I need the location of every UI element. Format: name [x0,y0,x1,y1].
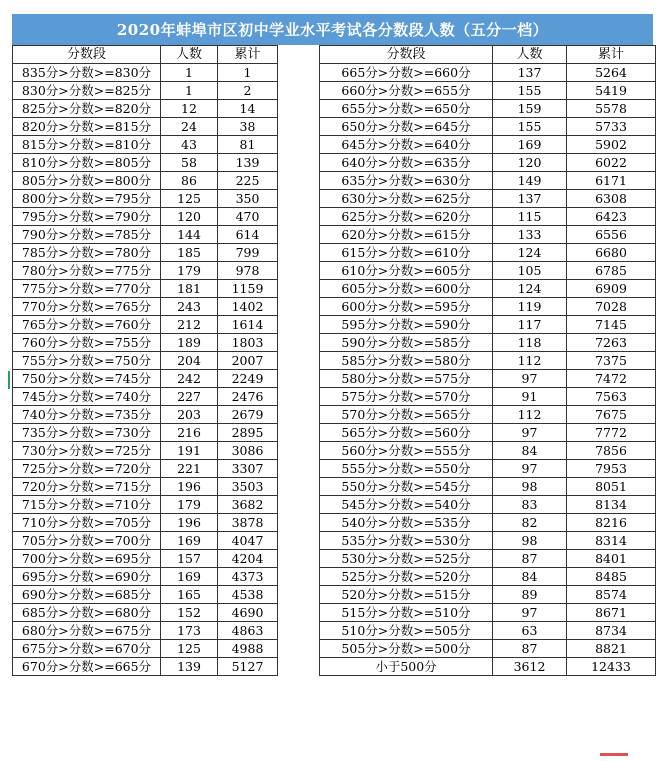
left-count-cell[interactable]: 139 [161,658,218,676]
right-range-cell[interactable]: 565分>分数>=560分 [320,424,493,442]
right-range-cell[interactable]: 640分>分数>=635分 [320,154,493,172]
right-range-cell[interactable]: 540分>分数>=535分 [320,514,493,532]
table-row [13,280,656,298]
column-gap[interactable] [278,370,320,388]
row-selection-marker [8,371,10,389]
right-cumulative-cell[interactable]: 7263 [567,334,656,352]
left-count-cell[interactable]: 165 [161,586,218,604]
column-gap[interactable] [278,136,320,154]
left-cumulative-cell[interactable]: 3878 [218,514,278,532]
right-range-cell[interactable]: 580分>分数>=575分 [320,370,493,388]
left-count-cell[interactable]: 86 [161,172,218,190]
right-cumulative-cell[interactable]: 8401 [567,550,656,568]
table-title: 2020年蚌埠市区初中学业水平考试各分数段人数（五分一档） [12,14,653,45]
right-count-cell[interactable]: 87 [493,640,567,658]
left-range-cell[interactable]: 725分>分数>=720分 [13,460,161,478]
left-count-cell[interactable]: 125 [161,640,218,658]
column-gap[interactable] [278,154,320,172]
left-range-cell[interactable]: 820分>分数>=815分 [13,118,161,136]
left-cumulative-cell[interactable]: 2895 [218,424,278,442]
fill-handle[interactable] [600,753,628,756]
score-table-body [13,46,656,676]
left-range-cell[interactable]: 810分>分数>=805分 [13,154,161,172]
column-gap[interactable] [278,46,320,64]
right-cumulative-cell[interactable]: 8734 [567,622,656,640]
left-cumulative-cell[interactable]: 4204 [218,550,278,568]
right-count-cell[interactable]: 89 [493,586,567,604]
right-range-cell[interactable]: 600分>分数>=595分 [320,298,493,316]
left-range-cell[interactable]: 760分>分数>=755分 [13,334,161,352]
left-range-cell[interactable]: 805分>分数>=800分 [13,172,161,190]
right-range-cell[interactable]: 525分>分数>=520分 [320,568,493,586]
left-cumulative-cell[interactable]: 14 [218,100,278,118]
right-cumulative-cell[interactable]: 6423 [567,208,656,226]
right-range-cell[interactable]: 520分>分数>=515分 [320,586,493,604]
right-cumulative-cell[interactable]: 8134 [567,496,656,514]
table-row [13,118,656,136]
column-gap[interactable] [278,280,320,298]
left-count-cell[interactable]: 203 [161,406,218,424]
left-range-cell[interactable]: 770分>分数>=765分 [13,298,161,316]
left-range-cell[interactable]: 720分>分数>=715分 [13,478,161,496]
left-count-cell[interactable]: 144 [161,226,218,244]
column-gap[interactable] [278,658,320,676]
right-range-cell[interactable]: 560分>分数>=555分 [320,442,493,460]
left-cumulative-cell[interactable]: 4690 [218,604,278,622]
right-count-cell[interactable]: 3612 [493,658,567,676]
left-count-cell[interactable]: 181 [161,280,218,298]
left-range-cell[interactable]: 670分>分数>=665分 [13,658,161,676]
right-cumulative-cell[interactable]: 8574 [567,586,656,604]
right-range-cell[interactable]: 小于500分 [320,658,493,676]
column-gap[interactable] [278,352,320,370]
right-cumulative-cell[interactable]: 6022 [567,154,656,172]
right-cumulative-cell[interactable]: 7856 [567,442,656,460]
column-gap[interactable] [278,460,320,478]
column-gap[interactable] [278,568,320,586]
left-count-cell[interactable]: 216 [161,424,218,442]
column-gap[interactable] [278,514,320,532]
right-cumulative-cell[interactable]: 7675 [567,406,656,424]
left-count-cell[interactable]: 189 [161,334,218,352]
left-cumulative-cell[interactable]: 470 [218,208,278,226]
left-header-count[interactable]: 人数 [161,46,218,64]
right-cumulative-cell[interactable]: 7375 [567,352,656,370]
right-range-cell[interactable]: 575分>分数>=570分 [320,388,493,406]
table-row [13,352,656,370]
column-gap[interactable] [278,64,320,82]
left-cumulative-cell[interactable]: 2 [218,82,278,100]
right-range-cell[interactable]: 590分>分数>=585分 [320,334,493,352]
table-row [13,298,656,316]
left-cumulative-cell[interactable]: 3307 [218,460,278,478]
right-count-cell[interactable]: 63 [493,622,567,640]
right-count-cell[interactable]: 87 [493,550,567,568]
right-cumulative-cell[interactable]: 7772 [567,424,656,442]
right-range-cell[interactable]: 515分>分数>=510分 [320,604,493,622]
left-count-cell[interactable]: 191 [161,442,218,460]
table-row [13,658,656,676]
right-cumulative-cell[interactable]: 8485 [567,568,656,586]
right-cumulative-cell[interactable]: 8314 [567,532,656,550]
left-count-cell[interactable]: 43 [161,136,218,154]
right-header-range[interactable]: 分数段 [320,46,493,64]
right-range-cell[interactable]: 665分>分数>=660分 [320,64,493,82]
left-cumulative-cell[interactable]: 978 [218,262,278,280]
right-count-cell[interactable]: 155 [493,82,567,100]
left-range-cell[interactable]: 765分>分数>=760分 [13,316,161,334]
left-count-cell[interactable]: 1 [161,82,218,100]
right-count-cell[interactable]: 119 [493,298,567,316]
left-count-cell[interactable]: 173 [161,622,218,640]
left-range-cell[interactable]: 800分>分数>=795分 [13,190,161,208]
right-count-cell[interactable]: 83 [493,496,567,514]
left-cumulative-cell[interactable]: 2249 [218,370,278,388]
column-gap[interactable] [278,100,320,118]
right-range-cell[interactable]: 630分>分数>=625分 [320,190,493,208]
right-header-cumulative[interactable]: 累计 [567,46,656,64]
right-range-cell[interactable]: 635分>分数>=630分 [320,172,493,190]
column-gap[interactable] [278,388,320,406]
left-count-cell[interactable]: 243 [161,298,218,316]
left-count-cell[interactable]: 120 [161,208,218,226]
table-row [13,568,656,586]
right-range-cell[interactable]: 615分>分数>=610分 [320,244,493,262]
table-row [13,334,656,352]
left-cumulative-cell[interactable]: 350 [218,190,278,208]
table-row [13,586,656,604]
left-range-cell[interactable]: 690分>分数>=685分 [13,586,161,604]
right-cumulative-cell[interactable]: 5733 [567,118,656,136]
left-cumulative-cell[interactable]: 4538 [218,586,278,604]
right-count-cell[interactable]: 115 [493,208,567,226]
left-cumulative-cell[interactable]: 2476 [218,388,278,406]
left-range-cell[interactable]: 715分>分数>=710分 [13,496,161,514]
left-cumulative-cell[interactable]: 81 [218,136,278,154]
table-row [13,532,656,550]
right-cumulative-cell[interactable]: 7953 [567,460,656,478]
left-cumulative-cell[interactable]: 1803 [218,334,278,352]
right-range-cell[interactable]: 645分>分数>=640分 [320,136,493,154]
right-count-cell[interactable]: 97 [493,424,567,442]
right-range-cell[interactable]: 505分>分数>=500分 [320,640,493,658]
left-count-cell[interactable]: 227 [161,388,218,406]
left-cumulative-cell[interactable]: 2679 [218,406,278,424]
right-cumulative-cell[interactable]: 7028 [567,298,656,316]
right-count-cell[interactable]: 97 [493,370,567,388]
right-cumulative-cell[interactable]: 6680 [567,244,656,262]
table-row [13,388,656,406]
left-range-cell[interactable]: 795分>分数>=790分 [13,208,161,226]
right-range-cell[interactable]: 535分>分数>=530分 [320,532,493,550]
right-range-cell[interactable]: 510分>分数>=505分 [320,622,493,640]
right-cumulative-cell[interactable]: 6909 [567,280,656,298]
column-gap[interactable] [278,82,320,100]
table-row [13,316,656,334]
column-gap[interactable] [278,424,320,442]
column-gap[interactable] [278,316,320,334]
right-count-cell[interactable]: 124 [493,244,567,262]
left-cumulative-cell[interactable]: 4863 [218,622,278,640]
right-cumulative-cell[interactable]: 5578 [567,100,656,118]
right-range-cell[interactable]: 610分>分数>=605分 [320,262,493,280]
table-row [13,370,656,388]
right-cumulative-cell[interactable]: 8821 [567,640,656,658]
right-range-cell[interactable]: 620分>分数>=615分 [320,226,493,244]
table-row [13,514,656,532]
right-cumulative-cell[interactable]: 7563 [567,388,656,406]
left-range-cell[interactable]: 705分>分数>=700分 [13,532,161,550]
left-range-cell[interactable]: 750分>分数>=745分 [13,370,161,388]
left-range-cell[interactable]: 785分>分数>=780分 [13,244,161,262]
right-count-cell[interactable]: 105 [493,262,567,280]
column-gap[interactable] [278,496,320,514]
left-range-cell[interactable]: 775分>分数>=770分 [13,280,161,298]
left-range-cell[interactable]: 740分>分数>=735分 [13,406,161,424]
column-gap[interactable] [278,334,320,352]
left-cumulative-cell[interactable]: 1402 [218,298,278,316]
left-count-cell[interactable]: 169 [161,568,218,586]
right-count-cell[interactable]: 112 [493,406,567,424]
table-row [13,154,656,172]
left-range-cell[interactable]: 695分>分数>=690分 [13,568,161,586]
column-gap[interactable] [278,640,320,658]
table-row [13,460,656,478]
left-range-cell[interactable]: 755分>分数>=750分 [13,352,161,370]
left-range-cell[interactable]: 710分>分数>=705分 [13,514,161,532]
right-cumulative-cell[interactable]: 12433 [567,658,656,676]
table-row [13,496,656,514]
table-row [13,478,656,496]
right-cumulative-cell[interactable]: 5902 [567,136,656,154]
right-cumulative-cell[interactable]: 6785 [567,262,656,280]
right-range-cell[interactable]: 545分>分数>=540分 [320,496,493,514]
table-row [13,100,656,118]
left-cumulative-cell[interactable]: 4373 [218,568,278,586]
right-count-cell[interactable]: 159 [493,100,567,118]
left-count-cell[interactable]: 24 [161,118,218,136]
table-row [13,640,656,658]
left-count-cell[interactable]: 212 [161,316,218,334]
column-gap[interactable] [278,442,320,460]
header-row [13,46,656,64]
table-row [13,604,656,622]
left-range-cell[interactable]: 790分>分数>=785分 [13,226,161,244]
table-row [13,226,656,244]
column-gap[interactable] [278,208,320,226]
table-row [13,262,656,280]
left-range-cell[interactable]: 730分>分数>=725分 [13,442,161,460]
left-range-cell[interactable]: 745分>分数>=740分 [13,388,161,406]
left-range-cell[interactable]: 830分>分数>=825分 [13,82,161,100]
left-cumulative-cell[interactable]: 5127 [218,658,278,676]
right-range-cell[interactable]: 530分>分数>=525分 [320,550,493,568]
right-range-cell[interactable]: 595分>分数>=590分 [320,316,493,334]
table-row [13,64,656,82]
column-gap[interactable] [278,550,320,568]
left-count-cell[interactable]: 204 [161,352,218,370]
right-cumulative-cell[interactable]: 5264 [567,64,656,82]
left-count-cell[interactable]: 169 [161,532,218,550]
left-cumulative-cell[interactable]: 1614 [218,316,278,334]
table-row [13,406,656,424]
column-gap[interactable] [278,532,320,550]
right-count-cell[interactable]: 117 [493,316,567,334]
left-count-cell[interactable]: 185 [161,244,218,262]
right-range-cell[interactable]: 605分>分数>=600分 [320,280,493,298]
table-row [13,442,656,460]
column-gap[interactable] [278,172,320,190]
right-cumulative-cell[interactable]: 6556 [567,226,656,244]
right-count-cell[interactable]: 112 [493,352,567,370]
right-count-cell[interactable]: 98 [493,478,567,496]
column-gap[interactable] [278,244,320,262]
left-count-cell[interactable]: 12 [161,100,218,118]
left-cumulative-cell[interactable]: 3682 [218,496,278,514]
right-count-cell[interactable]: 120 [493,154,567,172]
column-gap[interactable] [278,478,320,496]
left-range-cell[interactable]: 825分>分数>=820分 [13,100,161,118]
left-range-cell[interactable]: 735分>分数>=730分 [13,424,161,442]
right-count-cell[interactable]: 149 [493,172,567,190]
left-cumulative-cell[interactable]: 225 [218,172,278,190]
right-count-cell[interactable]: 97 [493,604,567,622]
right-range-cell[interactable]: 660分>分数>=655分 [320,82,493,100]
right-range-cell[interactable]: 550分>分数>=545分 [320,478,493,496]
left-header-range[interactable]: 分数段 [13,46,161,64]
left-count-cell[interactable]: 196 [161,478,218,496]
right-range-cell[interactable]: 655分>分数>=650分 [320,100,493,118]
right-cumulative-cell[interactable]: 6308 [567,190,656,208]
column-gap[interactable] [278,226,320,244]
left-cumulative-cell[interactable]: 799 [218,244,278,262]
right-count-cell[interactable]: 155 [493,118,567,136]
left-count-cell[interactable]: 152 [161,604,218,622]
left-cumulative-cell[interactable]: 139 [218,154,278,172]
left-count-cell[interactable]: 179 [161,262,218,280]
left-cumulative-cell[interactable]: 614 [218,226,278,244]
right-cumulative-cell[interactable]: 5419 [567,82,656,100]
right-cumulative-cell[interactable]: 7472 [567,370,656,388]
left-count-cell[interactable]: 179 [161,496,218,514]
column-gap[interactable] [278,406,320,424]
left-count-cell[interactable]: 1 [161,64,218,82]
right-count-cell[interactable]: 124 [493,280,567,298]
left-count-cell[interactable]: 58 [161,154,218,172]
table-row [13,550,656,568]
table-row [13,208,656,226]
table-row [13,190,656,208]
left-cumulative-cell[interactable]: 3086 [218,442,278,460]
left-cumulative-cell[interactable]: 4047 [218,532,278,550]
left-cumulative-cell[interactable]: 1 [218,64,278,82]
right-cumulative-cell[interactable]: 6171 [567,172,656,190]
right-count-cell[interactable]: 82 [493,514,567,532]
right-count-cell[interactable]: 137 [493,64,567,82]
left-count-cell[interactable]: 125 [161,190,218,208]
left-count-cell[interactable]: 221 [161,460,218,478]
left-range-cell[interactable]: 680分>分数>=675分 [13,622,161,640]
right-cumulative-cell[interactable]: 8051 [567,478,656,496]
left-cumulative-cell[interactable]: 4988 [218,640,278,658]
column-gap[interactable] [278,262,320,280]
column-gap[interactable] [278,622,320,640]
right-count-cell[interactable]: 169 [493,136,567,154]
left-range-cell[interactable]: 685分>分数>=680分 [13,604,161,622]
left-header-cumulative[interactable]: 累计 [218,46,278,64]
table-row [13,136,656,154]
table-row [13,172,656,190]
right-range-cell[interactable]: 585分>分数>=580分 [320,352,493,370]
left-range-cell[interactable]: 835分>分数>=830分 [13,64,161,82]
right-cumulative-cell[interactable]: 8216 [567,514,656,532]
right-cumulative-cell[interactable]: 8671 [567,604,656,622]
right-count-cell[interactable]: 97 [493,460,567,478]
right-range-cell[interactable]: 570分>分数>=565分 [320,406,493,424]
table-row [13,244,656,262]
left-range-cell[interactable]: 780分>分数>=775分 [13,262,161,280]
column-gap[interactable] [278,298,320,316]
right-count-cell[interactable]: 91 [493,388,567,406]
table-row [13,424,656,442]
left-cumulative-cell[interactable]: 2007 [218,352,278,370]
right-header-count[interactable]: 人数 [493,46,567,64]
column-gap[interactable] [278,190,320,208]
right-count-cell[interactable]: 98 [493,532,567,550]
left-range-cell[interactable]: 700分>分数>=695分 [13,550,161,568]
right-count-cell[interactable]: 133 [493,226,567,244]
right-range-cell[interactable]: 650分>分数>=645分 [320,118,493,136]
left-range-cell[interactable]: 815分>分数>=810分 [13,136,161,154]
left-cumulative-cell[interactable]: 1159 [218,280,278,298]
column-gap[interactable] [278,604,320,622]
right-range-cell[interactable]: 555分>分数>=550分 [320,460,493,478]
left-count-cell[interactable]: 196 [161,514,218,532]
left-cumulative-cell[interactable]: 38 [218,118,278,136]
column-gap[interactable] [278,118,320,136]
left-cumulative-cell[interactable]: 3503 [218,478,278,496]
left-count-cell[interactable]: 242 [161,370,218,388]
right-count-cell[interactable]: 84 [493,568,567,586]
table-row [13,622,656,640]
score-table [12,45,656,676]
left-count-cell[interactable]: 157 [161,550,218,568]
right-cumulative-cell[interactable]: 7145 [567,316,656,334]
right-range-cell[interactable]: 625分>分数>=620分 [320,208,493,226]
right-count-cell[interactable]: 137 [493,190,567,208]
table-row [13,82,656,100]
right-count-cell[interactable]: 118 [493,334,567,352]
left-range-cell[interactable]: 675分>分数>=670分 [13,640,161,658]
right-count-cell[interactable]: 84 [493,442,567,460]
column-gap[interactable] [278,586,320,604]
